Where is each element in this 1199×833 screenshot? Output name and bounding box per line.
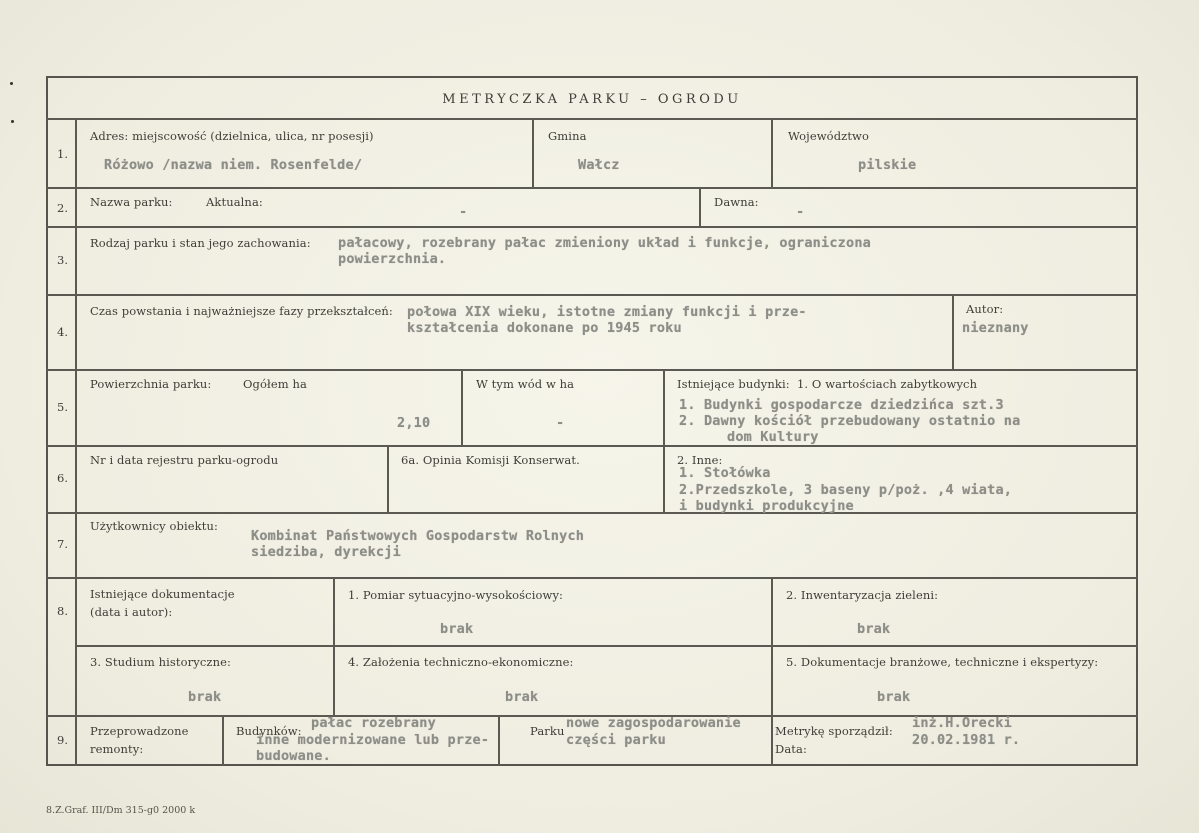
punch-mark [10, 82, 13, 85]
documentation-label: Istniejące dokumentacje [90, 587, 235, 601]
row-number: 7. [57, 537, 68, 551]
history-value: połowa XIX wieku, istotne zmiany funkcji i prze- [407, 304, 807, 320]
total-area-value: 2,10 [397, 415, 431, 431]
voivodeship-label: Województwo [788, 129, 870, 143]
divider [46, 226, 1138, 228]
buildings-label: Istniejące budynki: [677, 377, 790, 391]
building-repairs-value: budowane. [256, 748, 331, 764]
park-repairs-value: nowe zagospodarowanie [566, 715, 741, 731]
current-name-label: Aktualna: [206, 195, 263, 209]
row-number: 1. [57, 147, 68, 161]
history-study-label: 3. Studium historyczne: [90, 655, 231, 669]
print-code-footer: 8.Z.Graf. III/Dm 315-g0 2000 k [46, 805, 196, 816]
divider [532, 118, 534, 187]
building-repairs-value: pałac rozebrany [311, 715, 436, 731]
author-value: nieznany [962, 320, 1029, 336]
divider [46, 294, 1138, 296]
history-label: Czas powstania i najważniejsze fazy przekształceń: [90, 304, 393, 318]
row-number: 5. [57, 400, 68, 414]
park-type-value: pałacowy, rozebrany pałac zmieniony układ i funkcje, ograniczona [338, 235, 871, 251]
register-label: Nr i data rejestru parku-ogrodu [90, 453, 279, 467]
date-label: Data: [775, 742, 807, 756]
water-area-label: W tym wód w ha [476, 377, 575, 391]
row-number: 4. [57, 325, 68, 339]
park-type-label: Rodzaj parku i stan jego zachowania: [90, 236, 311, 250]
repairs-label: Przeprowadzone [90, 724, 189, 738]
divider [222, 715, 224, 766]
other-buildings-value: 1. Stołówka [679, 465, 771, 481]
repairs-label: remonty: [90, 742, 144, 756]
park-type-value: powierzchnia. [338, 251, 447, 267]
divider [46, 118, 1138, 120]
divider [498, 715, 500, 766]
divider [46, 445, 1138, 447]
history-value: kształcenia dokonane po 1945 roku [407, 320, 682, 336]
former-name-label: Dawna: [714, 195, 759, 209]
area-label: Powierzchnia parku: [90, 377, 212, 391]
park-name-label: Nazwa parku: [90, 195, 173, 209]
survey-label: 1. Pomiar sytuacyjno-wysokościowy: [348, 588, 564, 602]
park-repairs-value: części parku [566, 732, 666, 748]
other-buildings-label: 2. Inne: [677, 453, 723, 467]
users-value: Kombinat Państwowych Gospodarstw Rolnych [251, 528, 585, 544]
row-number: 8. [57, 604, 68, 618]
tech-econ-label: 4. Założenia techniczno-ekonomiczne: [348, 655, 574, 669]
form-title: METRYCZKA PARKU – OGRODU [442, 92, 742, 107]
divider [699, 187, 701, 226]
punch-mark [11, 120, 14, 123]
tech-econ-value: brak [505, 689, 539, 705]
divider [46, 512, 1138, 514]
divider [771, 577, 773, 715]
divider [461, 369, 463, 445]
date-value: 20.02.1981 r. [912, 732, 1021, 748]
prepared-by-value: inż.H.Orecki [912, 715, 1012, 731]
greenery-value: brak [857, 621, 891, 637]
divider [952, 294, 954, 369]
expert-docs-label: 5. Dokumentacje branżowe, techniczne i ekspertyzy: [786, 655, 1099, 669]
documentation-label: (data i autor): [90, 605, 173, 619]
divider [771, 715, 773, 766]
users-value: siedziba, dyrekcji [251, 544, 401, 560]
row-number: 2. [57, 201, 68, 215]
buildings-value: dom Kultury [727, 429, 819, 445]
divider [387, 445, 389, 512]
current-name-value: - [459, 204, 468, 220]
divider [46, 187, 1138, 189]
address-label: Adres: miejscowość (dzielnica, ulica, nr posesji) [90, 129, 374, 143]
divider [46, 577, 1138, 579]
other-buildings-value: 2.Przedszkole, 3 baseny p/poż. ,4 wiata, [679, 482, 1013, 498]
park-repairs-label: Parku [530, 724, 565, 738]
prepared-by-label: Metrykę sporządził: [775, 724, 893, 738]
row-number: 3. [57, 253, 68, 267]
row-number: 6. [57, 471, 68, 485]
building-repairs-label: Budynków: [236, 724, 302, 738]
divider [663, 369, 665, 512]
address-value: Różowo /nazwa niem. Rosenfelde/ [104, 157, 363, 173]
divider [333, 577, 335, 715]
greenery-label: 2. Inwentaryzacja zieleni: [786, 588, 939, 602]
divider [76, 645, 1138, 647]
voivodeship-value: pilskie [858, 157, 917, 173]
gmina-value: Wałcz [578, 157, 620, 173]
other-buildings-value: i budynki produkcyjne [679, 498, 854, 514]
buildings-historic-label: 1. O wartościach zabytkowych [797, 377, 978, 391]
users-label: Użytkownicy obiektu: [90, 519, 218, 533]
former-name-value: - [796, 204, 805, 220]
history-study-value: brak [188, 689, 222, 705]
row-number: 9. [57, 733, 68, 747]
author-label: Autor: [966, 302, 1004, 316]
survey-value: brak [440, 621, 474, 637]
expert-docs-value: brak [877, 689, 911, 705]
divider [46, 369, 1138, 371]
buildings-value: 2. Dawny kościół przebudowany ostatnio na [679, 413, 1021, 429]
buildings-value: 1. Budynki gospodarcze dziedzińca szt.3 [679, 397, 1004, 413]
total-area-label: Ogółem ha [243, 377, 307, 391]
divider [771, 118, 773, 187]
water-area-value: - [556, 415, 565, 431]
divider [75, 118, 77, 766]
conservation-opinion-label: 6a. Opinia Komisji Konserwat. [401, 453, 580, 467]
gmina-label: Gmina [548, 129, 587, 143]
building-repairs-value: inne modernizowane lub prze- [256, 732, 490, 748]
